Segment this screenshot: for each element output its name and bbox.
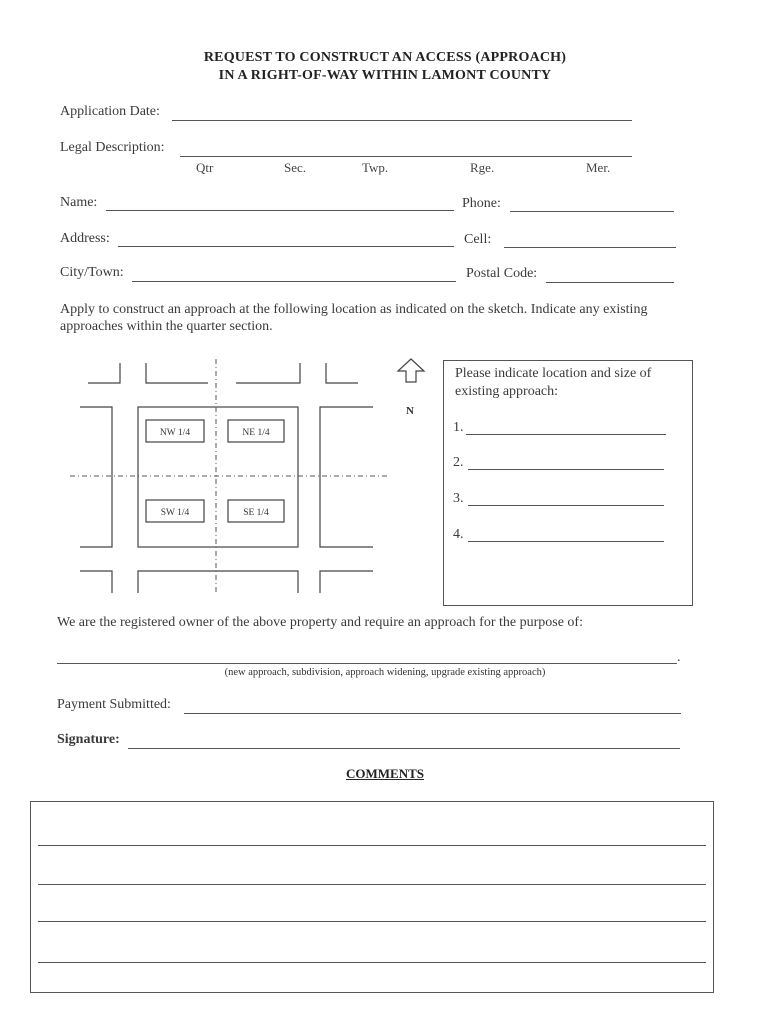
name-field[interactable]	[106, 210, 454, 211]
city-field[interactable]	[132, 281, 456, 282]
comments-line-4[interactable]	[38, 962, 706, 963]
city-label: City/Town:	[60, 265, 124, 280]
postal-code-label: Postal Code:	[466, 266, 538, 281]
road-top-mid-right	[236, 363, 300, 383]
existing-item-4-field[interactable]	[468, 541, 664, 542]
road-top-left	[88, 363, 120, 383]
application-date-field[interactable]	[172, 120, 632, 121]
apply-instructions	[60, 301, 720, 335]
application-date-label: Application Date:	[60, 104, 160, 119]
form-title-line1: REQUEST TO CONSTRUCT AN ACCESS (APPROACH)	[203, 50, 567, 65]
road-bottom-right	[320, 571, 373, 593]
payment-field[interactable]	[184, 713, 681, 714]
north-label: N	[406, 405, 414, 417]
apply-instructions-line2: approaches within the quarter section.	[60, 319, 273, 334]
cell-label: Cell:	[464, 232, 492, 247]
purpose-hint: (new approach, subdivision, approach widening, upgrade existing approach)	[224, 667, 546, 678]
legal-mer-label: Mer.	[586, 160, 611, 175]
road-bottom-mid	[138, 571, 298, 593]
road-top-right	[326, 363, 358, 383]
cell-field[interactable]	[504, 247, 676, 248]
comments-title: COMMENTS	[346, 766, 424, 781]
comments-line-1[interactable]	[38, 845, 706, 846]
quarter-label-nw: NW 1/4	[159, 428, 191, 438]
legal-sec-label: Sec.	[284, 160, 307, 175]
existing-item-2-field[interactable]	[468, 469, 664, 470]
road-top-mid-left	[146, 363, 208, 383]
legal-twp-label: Twp.	[362, 160, 389, 175]
comments-line-2[interactable]	[38, 884, 706, 885]
signature-field[interactable]	[128, 748, 680, 749]
purpose-field[interactable]	[57, 663, 677, 664]
quarter-label-se: SE 1/4	[243, 508, 269, 518]
postal-code-field[interactable]	[546, 282, 674, 283]
legal-rge-label: Rge.	[470, 160, 495, 175]
address-label: Address:	[60, 231, 110, 246]
legal-description-field[interactable]	[180, 156, 632, 157]
road-bottom-left	[80, 571, 112, 593]
phone-field[interactable]	[510, 211, 674, 212]
legal-qtr-label: Qtr	[196, 160, 214, 175]
comments-box[interactable]	[30, 801, 714, 993]
purpose-period: .	[677, 650, 681, 665]
existing-item-1-field[interactable]	[466, 434, 666, 435]
existing-item-3-label: 3.	[453, 491, 464, 506]
quarter-section-sketch[interactable]	[60, 355, 440, 600]
address-field[interactable]	[118, 246, 454, 247]
road-right	[320, 407, 373, 547]
signature-label: Signature:	[57, 732, 120, 747]
existing-item-2-label: 2.	[453, 455, 464, 470]
existing-item-4-label: 4.	[453, 527, 464, 542]
phone-label: Phone:	[462, 196, 501, 211]
quarter-label-sw: SW 1/4	[160, 508, 190, 518]
legal-description-label: Legal Description:	[60, 140, 165, 155]
apply-instructions-line1: Apply to construct an approach at the following location as indicated on the sketch. Indicate any existing	[60, 302, 648, 317]
existing-item-3-field[interactable]	[468, 505, 664, 506]
owner-statement: We are the registered owner of the above property and require an approach for the purpose of:	[57, 615, 583, 630]
name-label: Name:	[60, 195, 98, 210]
quarter-label-ne: NE 1/4	[242, 428, 270, 438]
north-arrow-icon	[398, 359, 424, 382]
road-left	[80, 407, 112, 547]
existing-item-1-label: 1.	[453, 420, 464, 435]
existing-approach-prompt-line1: Please indicate location and size of	[455, 366, 652, 381]
form-title-line2: IN A RIGHT-OF-WAY WITHIN LAMONT COUNTY	[218, 68, 552, 83]
existing-approach-prompt-line2: existing approach:	[455, 384, 559, 399]
comments-line-3[interactable]	[38, 921, 706, 922]
payment-label: Payment Submitted:	[57, 697, 171, 712]
